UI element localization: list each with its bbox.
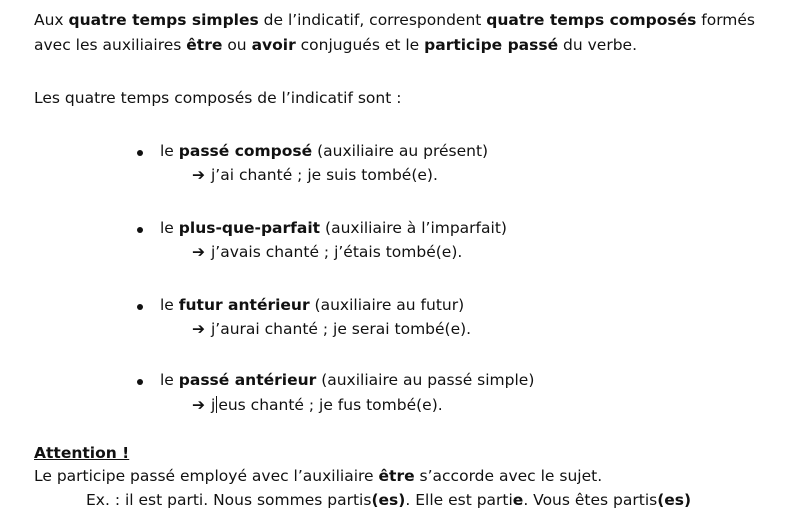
tense-item-passe-compose: le passé composé (auxiliaire au présent) xyxy=(160,142,489,160)
tense-example-passe-anterieur: ➔ j eus chanté ; je fus tombé(e). xyxy=(192,396,443,414)
intro-line-2: avec les auxiliaires être ou avoir conjugués et le participe passé du verbe. xyxy=(34,36,637,54)
arrow-right-icon: ➔ xyxy=(192,166,205,184)
tense-item-plus-que-parfait: le plus-que-parfait (auxiliaire à l’imparfait) xyxy=(160,219,507,237)
arrow-right-icon: ➔ xyxy=(192,320,205,338)
attention-rule: Le participe passé employé avec l’auxiliaire être s’accorde avec le sujet. xyxy=(34,467,603,485)
bullet-icon xyxy=(137,304,143,310)
tense-example-passe-compose: ➔ j’ai chanté ; je suis tombé(e). xyxy=(192,166,438,184)
attention-example: Ex. : il est parti. Nous sommes partis(es). Elle est partie. Vous êtes partis(es) xyxy=(86,491,692,509)
attention-heading: Attention ! xyxy=(34,444,130,462)
bullet-icon xyxy=(137,227,143,233)
bullet-icon xyxy=(137,150,143,156)
arrow-right-icon: ➔ xyxy=(192,396,205,414)
bullet-icon xyxy=(137,379,143,385)
tense-example-plus-que-parfait: ➔ j’avais chanté ; j’étais tombé(e). xyxy=(192,243,463,261)
tense-item-passe-anterieur: le passé antérieur (auxiliaire au passé simple) xyxy=(160,371,535,389)
tense-example-futur-anterieur: ➔ j’aurai chanté ; je serai tombé(e). xyxy=(192,320,472,338)
arrow-right-icon: ➔ xyxy=(192,243,205,261)
tense-item-futur-anterieur: le futur antérieur (auxiliaire au futur) xyxy=(160,296,465,314)
lead-sentence: Les quatre temps composés de l’indicatif sont : xyxy=(34,89,402,107)
intro-line-1: Aux quatre temps simples de l’indicatif, correspondent quatre temps composés formés xyxy=(34,11,756,29)
